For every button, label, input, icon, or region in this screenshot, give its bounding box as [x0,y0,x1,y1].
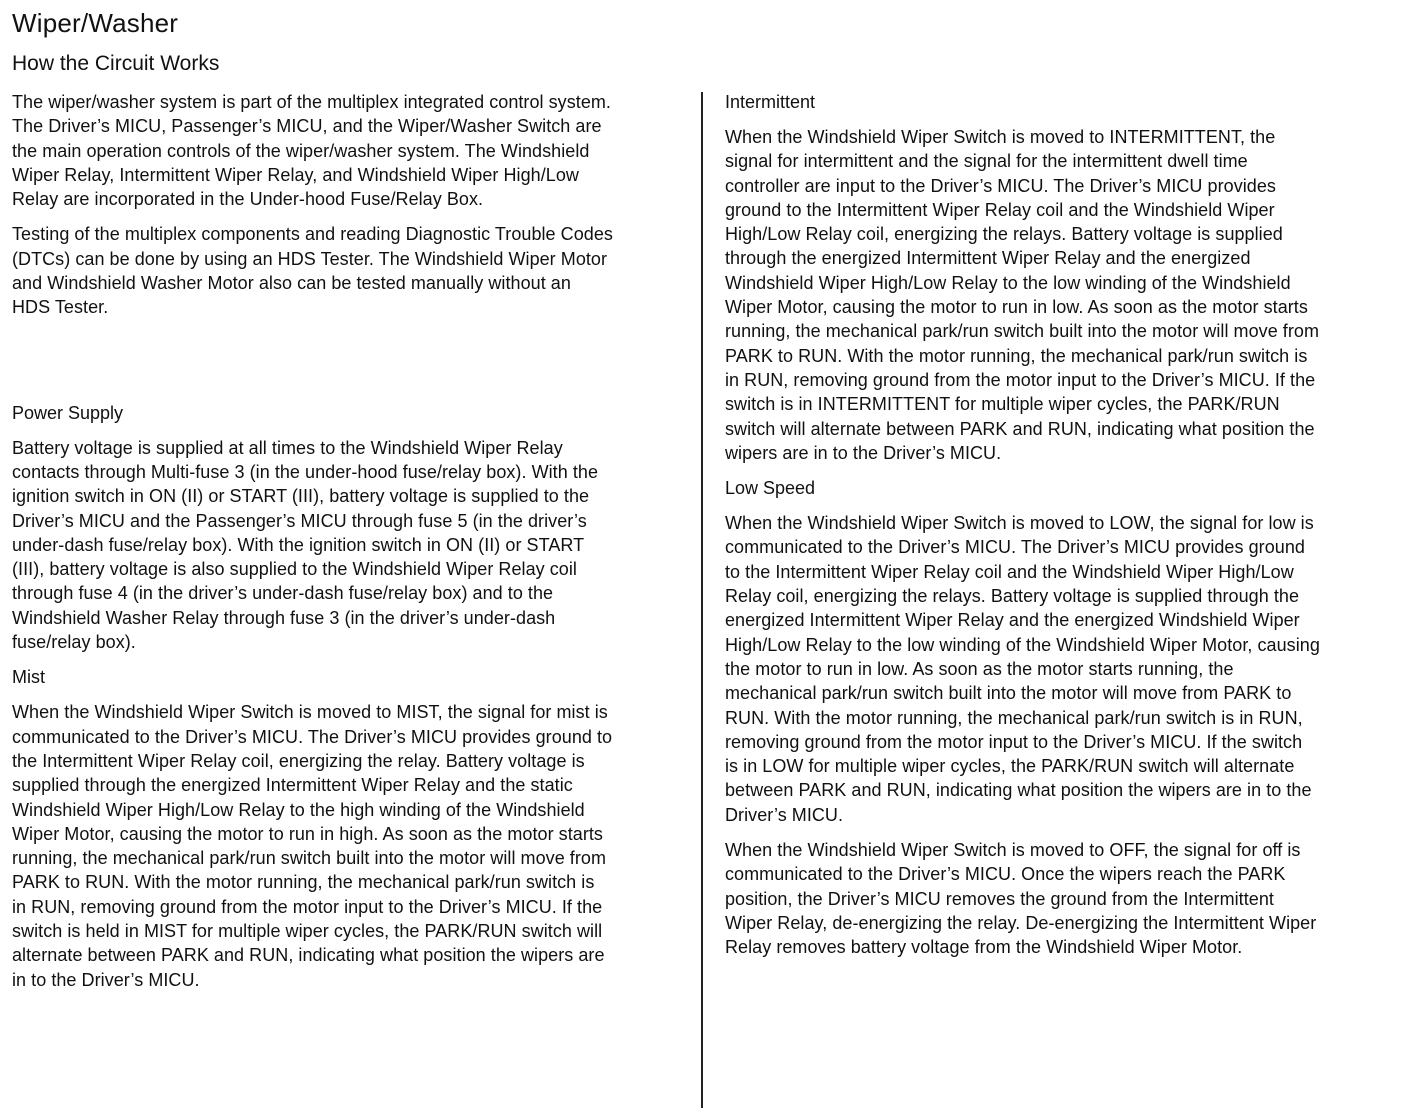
mist-heading: Mist [12,667,45,688]
power-supply-heading: Power Supply [12,402,124,423]
low-speed-paragraph: When the Windshield Wiper Switch is moved to LOW, the signal for low is communicated to the Driver’s MICU. The Driver’s MICU provides ground to the Intermittent Wiper Relay coil and the Windshield Wiper High/Low Relay coil, energizing the relays. Battery voltage is supplied through the energized Intermittent Wiper Relay and the energized Windshield Wiper High/Low Relay to the low winding of the Windshield Wiper Motor, causing the motor to run in low. As soon as the motor starts running, the mechanical park/run switch built into the motor will move from PARK to RUN. With the motor running, the mechanical park/run switch is in RUN, removing ground from the motor input to the Driver’s MICU. If the switch is in LOW for multiple wiper cycles, the PARK/RUN switch will alternate between PARK and RUN, indicating what position the wipers are in to the Driver’s MICU. [725,513,1320,825]
low-speed-heading: Low Speed [725,478,816,499]
page-title: Wiper/Washer [12,8,179,38]
page-subtitle: How the Circuit Works [12,52,220,75]
intro-paragraph-1: The wiper/washer system is part of the multiplex integrated control system. The Driver’s MICU, Passenger’s MICU, and the Wiper/Washer Switch are the main operation controls of the wiper/washer system. The Windshield Wiper Relay, Intermittent Wiper Relay, and Windshield Wiper High/Low Relay are incorporated in the Under-hood Fuse/Relay Box. [12,92,611,210]
intro-paragraph-2: Testing of the multiplex components and reading Diagnostic Trouble Codes (DTCs) can be done by using an HDS Tester. The Windshield Wiper Motor and Windshield Washer Motor also can be tested manually without an HDS Tester. [12,224,613,318]
off-paragraph: When the Windshield Wiper Switch is moved to OFF, the signal for off is communicated to the Driver’s MICU. Once the wipers reach the PARK position, the Driver’s MICU removes the ground from the Intermittent Wiper Relay, de-energizing the relay. De-energizing the Intermittent Wiper Relay removes battery voltage from the Windshield Wiper Motor. [725,840,1317,958]
intermittent-paragraph: When the Windshield Wiper Switch is moved to INTERMITTENT, the signal for intermittent and the signal for the intermittent dwell time controller are input to the Driver’s MICU. The Driver’s MICU provides ground to the Intermittent Wiper Relay coil and the Windshield Wiper High/Low Relay coil, energizing the relays. Battery voltage is supplied through the energized Intermittent Wiper Relay and the energized Windshield Wiper High/Low Relay to the low winding of the Windshield Wiper Motor, causing the motor to run in low. As soon as the motor starts running, the mechanical park/run switch built into the motor will move from PARK to RUN. With the motor running, the mechanical park/run switch is in RUN, removing ground from the motor input to the Driver’s MICU. If the switch is in INTERMITTENT for multiple wiper cycles, the PARK/RUN switch will alternate between PARK and RUN, indicating what position the wipers are in to the Driver’s MICU. [725,127,1320,463]
left-column [12,90,688,1003]
intermittent-heading: Intermittent [725,92,816,112]
mist-paragraph: When the Windshield Wiper Switch is moved to MIST, the signal for mist is communicated to the Driver’s MICU. The Driver’s MICU provides ground to the Intermittent Wiper Relay coil, energizing the relay. Battery voltage is supplied through the energized Intermittent Wiper Relay and the static Windshield Wiper High/Low Relay to the high winding of the Windshield Wiper Motor, causing the motor to run in high. As soon as the motor starts running, the mechanical park/run switch built into the motor will move from PARK to RUN. With the motor running, the mechanical park/run switch is in RUN, removing ground from the motor input to the Driver’s MICU. If the switch is held in MIST for multiple wiper cycles, the PARK/RUN switch will alternate between PARK and RUN, indicating what position the wipers are in to the Driver’s MICU. [12,702,613,990]
blank-gap [12,331,688,401]
power-supply-paragraph: Battery voltage is supplied at all times to the Windshield Wiper Relay contacts through Multi-fuse 3 (in the under-hood fuse/relay box). With the ignition switch in ON (II) or START (III), battery voltage is supplied to the Driver’s MICU and the Passenger’s MICU through fuse 5 (in the driver’s under-dash fuse/relay box). With the ignition switch in ON (II) or START (III), battery voltage is also supplied to the Windshield Wiper Relay coil through fuse 4 (in the driver’s under-dash fuse/relay box) and to the Windshield Washer Relay through fuse 3 (in the driver’s under-dash fuse/relay box). [12,437,599,653]
right-column [725,90,1397,971]
column-divider [701,92,703,1108]
